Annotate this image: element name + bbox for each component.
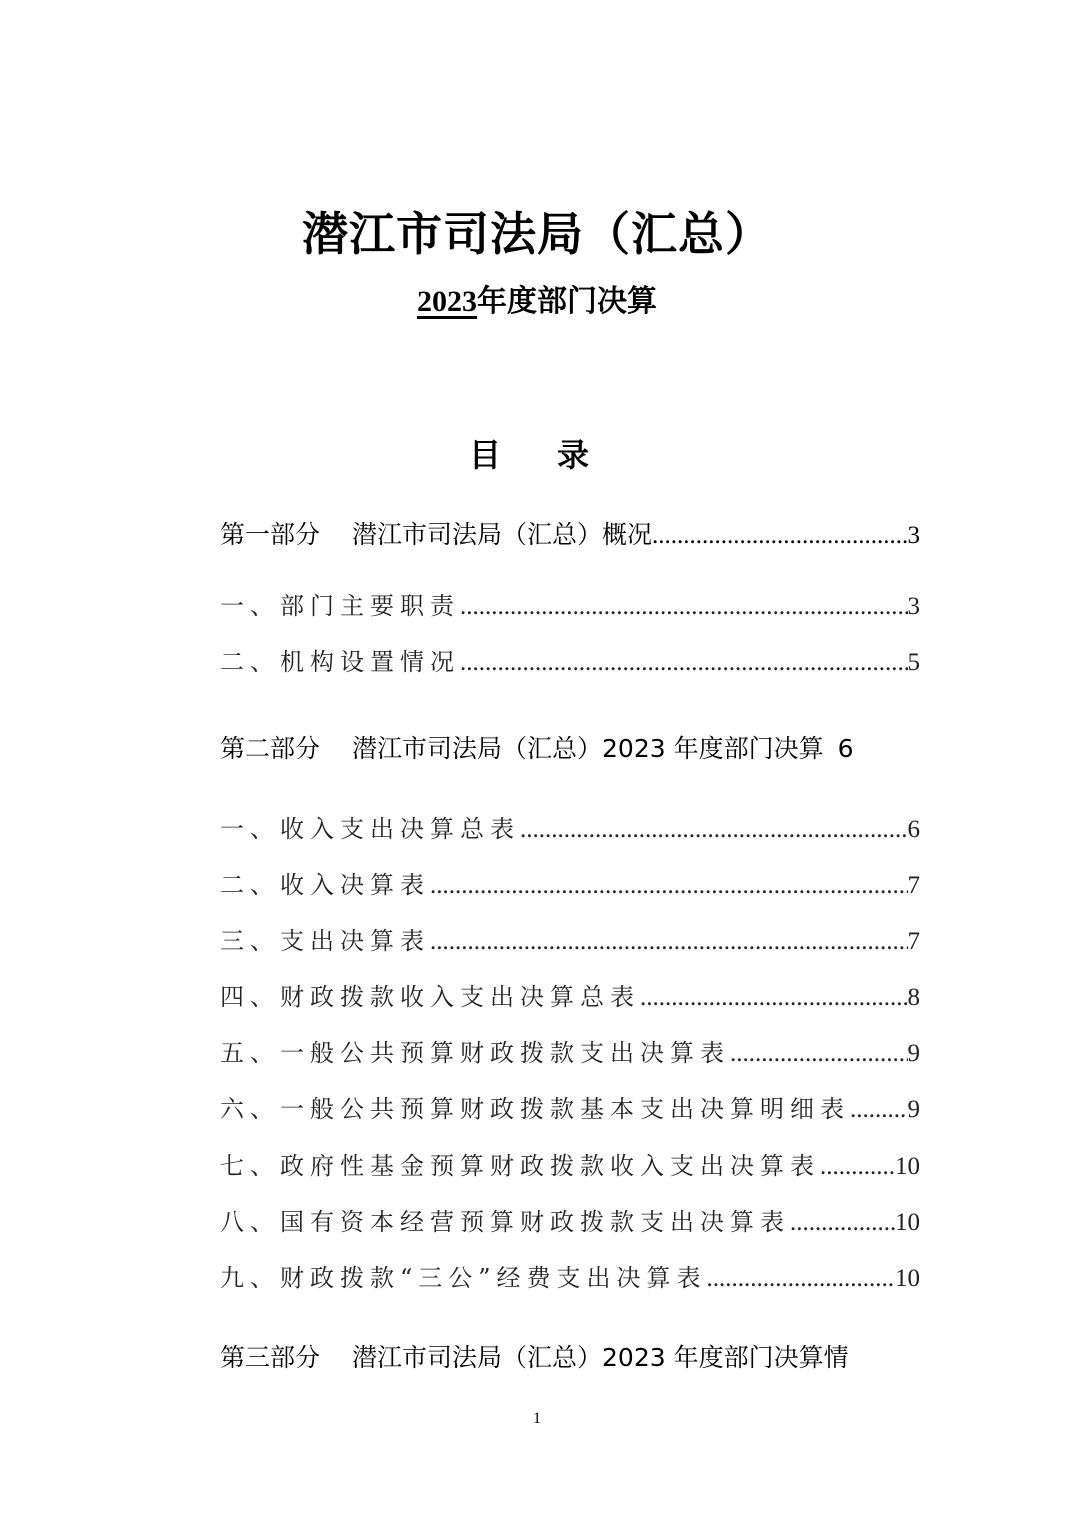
subtitle-text: 年度部门决算 <box>477 285 657 318</box>
toc-part-label: 第三部分 潜江市司法局（汇总）2023 年度部门决算情 <box>220 1343 849 1372</box>
toc-leader-dots <box>430 872 908 900</box>
toc-entry-label: 五、一般公共预算财政拨款支出决算表 <box>220 1039 730 1067</box>
toc-entry-label: 一、收入支出决算总表 <box>220 815 520 843</box>
toc-page-number: 6 <box>907 816 920 843</box>
toc-page-number: 10 <box>895 1209 920 1236</box>
toc-leader-dots <box>652 522 907 550</box>
toc-leader-dots <box>460 593 908 621</box>
toc-leader-dots <box>850 1096 908 1124</box>
toc-entry[interactable] <box>220 1258 920 1293</box>
toc-page-number: 7 <box>907 928 920 955</box>
document-title: 潜江市司法局（汇总） <box>302 207 772 261</box>
toc-entry[interactable] <box>220 1202 920 1237</box>
toc-page-number: 5 <box>907 649 920 676</box>
toc-part-label: 第二部分 潜江市司法局（汇总）2023 年度部门决算 <box>220 734 824 763</box>
toc-page-number: 9 <box>907 1040 920 1067</box>
toc-leader-dots <box>790 1209 895 1237</box>
toc-page-number: 8 <box>907 984 920 1011</box>
toc-part-1[interactable] <box>220 515 920 551</box>
toc-leader-dots <box>460 649 908 677</box>
toc-page-number: 6 <box>837 734 854 763</box>
toc-page-number: 3 <box>907 522 920 549</box>
toc-leader-dots <box>707 1265 895 1293</box>
toc-entry[interactable] <box>220 1089 920 1124</box>
toc-entry-label: 三、支出决算表 <box>220 927 430 955</box>
toc-entry[interactable] <box>220 865 920 900</box>
document-subtitle <box>0 276 1074 320</box>
toc-leader-dots <box>730 1040 908 1068</box>
toc-entry-label: 一、部门主要职责 <box>220 592 460 620</box>
toc-leader-dots <box>820 1153 895 1181</box>
toc-page-number: 7 <box>907 872 920 899</box>
toc-entry-label: 八、国有资本经营预算财政拨款支出决算表 <box>220 1208 790 1236</box>
page-number: 1 <box>533 1410 541 1427</box>
toc-entry-label: 六、一般公共预算财政拨款基本支出决算明细表 <box>220 1095 850 1123</box>
toc-entry[interactable] <box>220 642 920 677</box>
subtitle-year: 2023 <box>417 285 477 318</box>
toc-entry-label: 二、收入决算表 <box>220 871 430 899</box>
toc-entry-label: 四、财政拨款收入支出决算总表 <box>220 983 640 1011</box>
toc-heading: 目录 <box>468 436 645 474</box>
toc-part-3[interactable] <box>220 1338 920 1374</box>
toc-entry[interactable] <box>220 1146 920 1181</box>
toc-leader-dots <box>640 984 908 1012</box>
toc-page-number: 10 <box>895 1265 920 1292</box>
toc-entry[interactable] <box>220 586 920 621</box>
toc-leader-dots <box>430 928 908 956</box>
toc-entry-label: 九、财政拨款“三公”经费支出决算表 <box>220 1264 707 1292</box>
toc-part-2[interactable] <box>220 729 920 765</box>
toc-leader-dots <box>520 816 908 844</box>
toc-entry[interactable] <box>220 921 920 956</box>
toc-entry-label: 二、机构设置情况 <box>220 648 460 676</box>
toc-part-label: 第一部分 潜江市司法局（汇总）概况 <box>220 520 653 549</box>
toc-page-number: 9 <box>907 1096 920 1123</box>
toc-entry-label: 七、政府性基金预算财政拨款收入支出决算表 <box>220 1152 820 1180</box>
toc-page-number: 3 <box>907 593 920 620</box>
toc-entry[interactable] <box>220 1033 920 1068</box>
toc-page-number: 10 <box>895 1153 920 1180</box>
toc-entry[interactable] <box>220 809 920 844</box>
toc-entry[interactable] <box>220 977 920 1012</box>
